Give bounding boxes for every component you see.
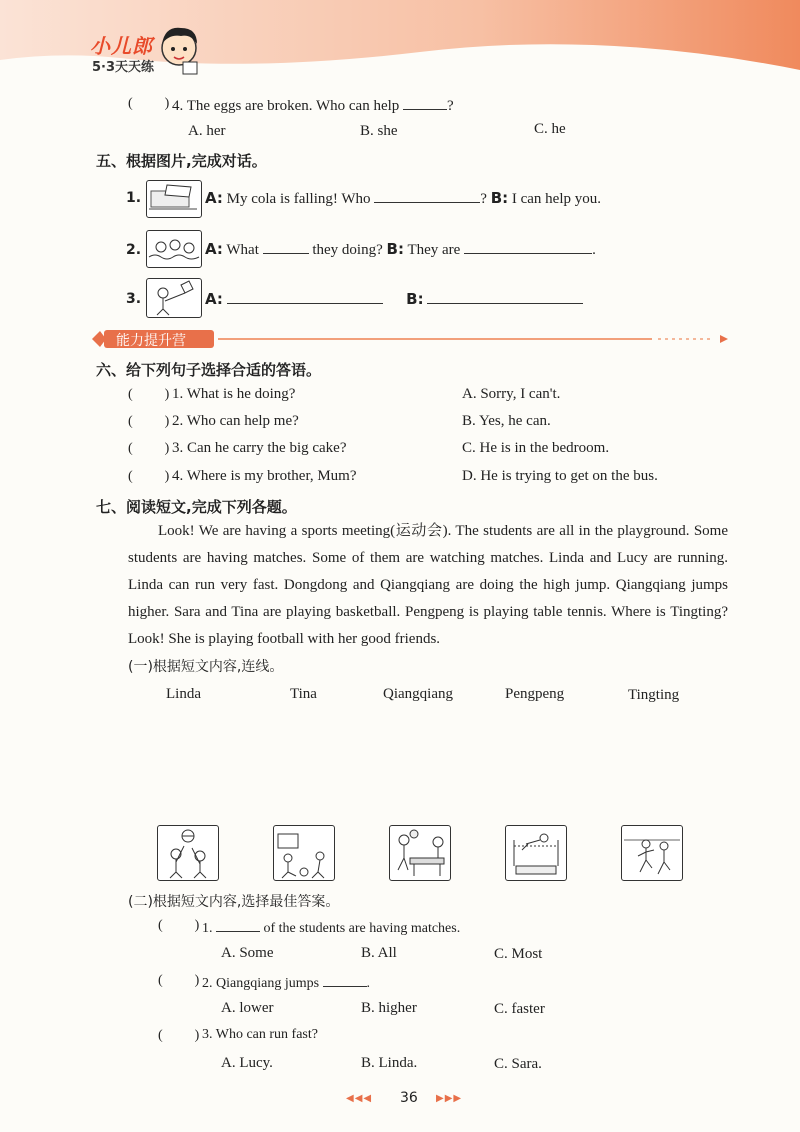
mc1-blank[interactable] xyxy=(216,917,260,932)
name-pengpeng[interactable]: Pengpeng xyxy=(505,686,565,702)
passage-text: Look! We are having a sports meeting(运动会). The students are all in the playground. Some students are having matches. Some of them are watching matches. Linda and Lucy are running. Linda can run very fast. Dongdong and Qiangqiang are doing the high jump. Qiangqiang jumps higher. Sara and Tina are playing basketball. Pengpeng is playing table tennis. Where is Tingting? Look! She is playing football with her good friends. xyxy=(128,523,728,647)
mc3-paren[interactable]: ( ) xyxy=(158,1028,200,1043)
mc1-stem: 1. of the students are having matches. xyxy=(202,917,460,937)
s6-question-2: 2. Who can help me? xyxy=(172,413,299,429)
s5-item1-blank[interactable] xyxy=(374,188,480,203)
q4-option-c[interactable]: C. he xyxy=(534,121,566,137)
part2-title: (二)根据短文内容,选择最佳答案。 xyxy=(128,894,340,910)
s6-question-1: 1. What is he doing? xyxy=(172,386,296,402)
header-banner xyxy=(0,0,800,78)
s5-item2-num: 2. xyxy=(126,242,142,258)
footer-arrows-left: ◀◀◀ xyxy=(346,1093,373,1104)
cola-picture-icon xyxy=(146,180,202,218)
s6-answer-a: A. Sorry, I can't. xyxy=(462,386,561,402)
mc2-option-b[interactable]: B. higher xyxy=(361,1000,417,1016)
mc2-stem: 2. Qiangqiang jumps . xyxy=(202,972,370,992)
s5-item3-line: A: B: xyxy=(205,289,583,309)
s6-q2-paren[interactable]: ( ) xyxy=(128,414,170,429)
mc3-option-b[interactable]: B. Linda. xyxy=(361,1055,418,1071)
high-jump-picture-icon[interactable] xyxy=(505,825,567,881)
s6-question-3: 3. Can he carry the big cake? xyxy=(172,440,347,456)
footer-arrows-right: ▶▶▶ xyxy=(436,1093,463,1104)
running-picture-icon[interactable] xyxy=(621,825,683,881)
mc2-option-a[interactable]: A. lower xyxy=(221,1000,274,1016)
football-picture-icon[interactable] xyxy=(273,825,335,881)
s6-answer-b: B. Yes, he can. xyxy=(462,413,551,429)
name-tingting[interactable]: Tingting xyxy=(628,687,680,703)
s5-item3-blank-a[interactable] xyxy=(227,289,383,304)
s5-item3-blank-b[interactable] xyxy=(427,289,583,304)
mc3-option-c[interactable]: C. Sara. xyxy=(494,1056,542,1072)
s6-question-4: 4. Where is my brother, Mum? xyxy=(172,468,357,484)
s5-item3-num: 3. xyxy=(126,291,142,307)
s5-item1-num: 1. xyxy=(126,190,142,206)
s6-answer-d: D. He is trying to get on the bus. xyxy=(462,468,658,484)
mc1-option-b[interactable]: B. All xyxy=(361,945,397,961)
logo-main: 小儿郎 xyxy=(90,34,153,58)
kite-picture-icon xyxy=(146,278,202,318)
section7-title: 七、阅读短文,完成下列各题。 xyxy=(96,498,297,516)
s5-item2-blank1[interactable] xyxy=(263,239,309,254)
ability-banner-label: 能力提升营 xyxy=(116,333,186,349)
mc1-option-c[interactable]: C. Most xyxy=(494,946,543,962)
mc1-option-a[interactable]: A. Some xyxy=(221,945,274,961)
q4-option-a[interactable]: A. her xyxy=(188,123,226,139)
s5-item2-line: A: What they doing? B: They are . xyxy=(205,240,596,258)
mc3-stem: 3. Who can run fast? xyxy=(202,1027,318,1042)
table-tennis-picture-icon[interactable] xyxy=(389,825,451,881)
q4-blank[interactable] xyxy=(403,95,447,110)
name-qiangqiang[interactable]: Qiangqiang xyxy=(383,686,453,702)
s6-answer-c: C. He is in the bedroom. xyxy=(462,440,610,456)
logo-sub: 5·3天天练 xyxy=(92,60,155,75)
part1-title: (一)根据短文内容,连线。 xyxy=(128,659,284,675)
name-tina[interactable]: Tina xyxy=(290,686,317,702)
name-linda[interactable]: Linda xyxy=(166,686,201,702)
page-number: 36 xyxy=(400,1090,418,1106)
mc2-blank[interactable] xyxy=(323,972,367,987)
s6-q1-paren[interactable]: ( ) xyxy=(128,387,170,402)
boy-mascot-icon xyxy=(155,22,205,78)
s5-item1-line: A: My cola is falling! Who ? B: I can help you. xyxy=(205,189,602,207)
q4-stem: 4. The eggs are broken. Who can help ? xyxy=(172,95,454,115)
s5-item2-blank2[interactable] xyxy=(464,239,592,254)
s6-q3-paren[interactable]: ( ) xyxy=(128,441,170,456)
s6-q4-paren[interactable]: ( ) xyxy=(128,469,170,484)
mc1-paren[interactable]: ( ) xyxy=(158,918,200,933)
section5-title: 五、根据图片,完成对话。 xyxy=(96,152,267,170)
mc3-option-a[interactable]: A. Lucy. xyxy=(221,1055,273,1071)
section6-title: 六、给下列句子选择合适的答语。 xyxy=(96,361,322,379)
ability-banner xyxy=(92,328,732,350)
basketball-picture-icon[interactable] xyxy=(157,825,219,881)
swimming-picture-icon xyxy=(146,230,202,268)
mc2-option-c[interactable]: C. faster xyxy=(494,1001,545,1017)
mc2-paren[interactable]: ( ) xyxy=(158,973,200,988)
q4-option-b[interactable]: B. she xyxy=(360,123,398,139)
q4-paren[interactable]: ( ) xyxy=(128,96,170,111)
reading-passage xyxy=(128,518,728,653)
